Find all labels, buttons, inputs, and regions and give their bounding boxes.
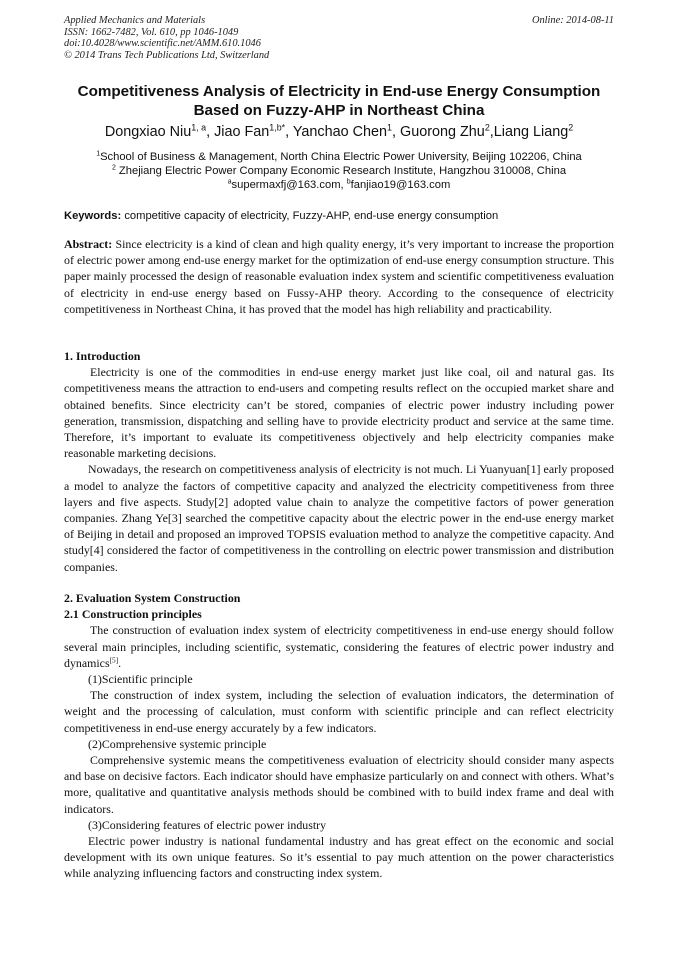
- section-evaluation-system: [64, 590, 614, 882]
- abstract-label: Abstract:: [64, 237, 113, 251]
- journal-copyright: © 2014 Trans Tech Publications Ltd, Switzerland: [64, 49, 270, 61]
- paragraph: Comprehensive systemic means the competitiveness evaluation of electricity should consider many aspects and base on decisive factors. Each indicator should have emphasize particularly on and connect with others. What’s more, qualitative and quantitative analysis methods should be combined with to build index frame and deal with indicators.: [64, 753, 614, 816]
- author-sup: 2: [484, 122, 490, 133]
- section-heading: 2. Evaluation System Construction: [64, 591, 241, 605]
- affiliation-1: [20, 151, 658, 164]
- affiliation-2: [20, 165, 658, 178]
- affiliation-sup: 1: [96, 150, 101, 158]
- paragraph: Electricity is one of the commodities in end-use energy market just like coal, oil and natural gas. Its competitiveness means the attraction to end-users and competing results reflect on the occupied market share and obtained benefits. Since electricity can’t be stored, companies of electric power industry including power generation, transmission, dispatching and selling have to provide electricity product and service at the same time. Therefore, it’s important to evaluate its competitiveness objectively and help electricity companies make reasonable marketing decisions.: [64, 365, 614, 461]
- affiliation-sup: 2: [111, 164, 116, 172]
- author-sup: 1, a: [191, 122, 207, 133]
- author-list: Dongxiao Niu$^{1, a}$, Jiao Fan$^{1,b*}$, Yanchao Chen$^1$, Guorong Zhu$^2$,Liang Liang$^2$: [104, 122, 574, 140]
- journal-issn: ISSN: 1662-7482, Vol. 610, pp 1046-1049: [64, 26, 239, 38]
- abstract-text: Since electricity is a kind of clean and high quality energy, it’s very important to increase the proportion of electric power among end-use energy market for the optimization of end-use energy consumption structure. This paper mainly processed the design of reasonable evaluation index system and scientific competitiveness evaluation of electricity in end-use energy based on Fussy-AHP theory. According to the consequence of electricity competitiveness in Northeast China, it has proved that the model has high reliability and practicability.: [64, 237, 614, 316]
- title-line-1: Competitiveness Analysis of Electricity in End-use Energy Consumption: [77, 83, 601, 100]
- author-name: Liang Liang: [493, 124, 569, 140]
- author-name: Dongxiao Niu: [104, 124, 192, 140]
- author-sup: 1: [387, 122, 393, 133]
- affiliation-text: School of Business & Management, North China Electric Power University, Beijing 102206, China: [100, 151, 582, 163]
- keywords: [64, 209, 616, 223]
- author-sup: 2: [568, 122, 574, 133]
- paragraph: Nowadays, the research on competitiveness analysis of electricity is not much. Li Yuanyuan[1] early proposed a model to analyze the factors of competitive capacity and analyzed the electricity competitiveness from three layers and five aspects. Study[2] adopted value chain to analyze the competitive factors of power generation companies. Zhang Ye[3] searched the competitive capacity about the electric power in the end-use energy market of Beijing in detail and proposed an improved TOPSIS evaluation method to analyze the competitive capacity. And study[4] considered the factor of competitiveness in the controlling on electric power transmission and distribution companies.: [64, 462, 614, 574]
- author-name: Jiao Fan: [214, 124, 270, 140]
- email-a: supermaxfj@163.com,: [231, 179, 347, 191]
- author-name: Guorong Zhu: [400, 124, 485, 140]
- principle-title: (1)Scientific principle: [88, 672, 193, 687]
- author-name: Yanchao Chen: [292, 124, 388, 140]
- section-introduction: [64, 348, 614, 575]
- citation-ref: [5]: [109, 655, 119, 665]
- email-sup: a: [227, 178, 232, 186]
- paragraph-end: .: [118, 655, 122, 670]
- email-sup: b: [346, 178, 351, 186]
- paragraph: Electric power industry is national fundamental industry and has great effect on the economic and social development with its own unique features. So it’s essential to pay much attention on the power characteristics while analyzing influencing factors and constructing index system.: [64, 834, 614, 881]
- section-heading: 1. Introduction: [64, 349, 141, 363]
- online-date: Online: 2014-08-11: [531, 15, 614, 26]
- paper-title: [40, 82, 638, 120]
- paragraph: The construction of index system, including the selection of evaluation indicators, the determination of weight and the processing of calculation, must conform with scientific principle and can reflect electricity competitiveness in end-use energy accurately by a few indicators.: [64, 688, 614, 735]
- principle-title: (3)Considering features of electric power industry: [88, 817, 327, 832]
- author-emails: [20, 179, 658, 192]
- email-b: fanjiao19@163.com: [350, 179, 451, 191]
- title-line-2: Based on Fuzzy-AHP in Northeast China: [193, 102, 485, 119]
- keywords-text: competitive capacity of electricity, Fuzzy-AHP, end-use energy consumption: [124, 210, 499, 222]
- subsection-heading: 2.1 Construction principles: [64, 607, 202, 622]
- journal-name: Applied Mechanics and Materials: [64, 15, 206, 26]
- paragraph: The construction of evaluation index system of electricity competitiveness in end-use energy should follow several main principles, including scientific, systematic, considering the features of electric power industry and dynamics: [64, 623, 614, 670]
- principle-title: (2)Comprehensive systemic principle: [88, 736, 267, 751]
- keywords-label: Keywords:: [64, 210, 122, 222]
- author-sup: 1,b*: [269, 122, 286, 133]
- journal-doi: doi:10.4028/www.scientific.net/AMM.610.1046: [64, 38, 261, 50]
- affiliation-text: Zhejiang Electric Power Company Economic Research Institute, Hangzhou 310008, China: [118, 165, 567, 177]
- abstract: [64, 236, 614, 317]
